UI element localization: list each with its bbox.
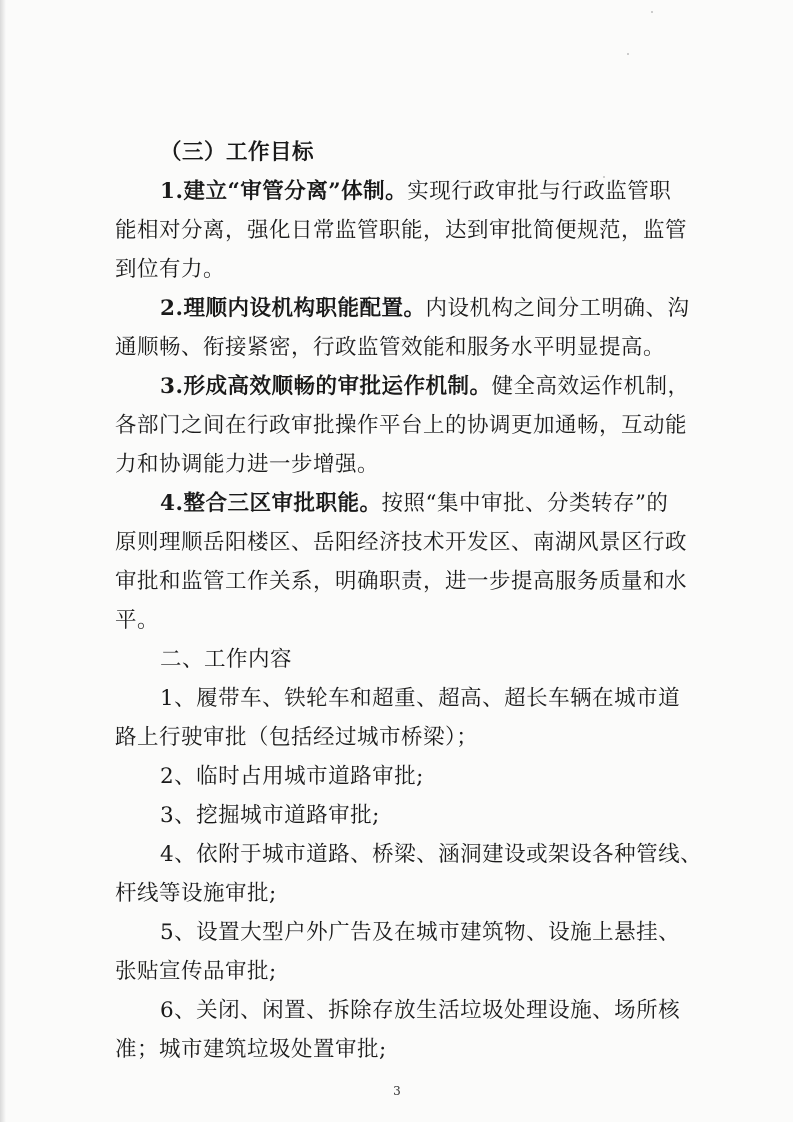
goal-4-line-1: 4.整合三区审批职能。按照“集中审批、分类转存”的 [160, 491, 669, 516]
page-number: 3 [393, 1084, 401, 1098]
item-4-line-1: 4、依附于城市道路、桥梁、涵洞建设或架设各种管线、 [160, 842, 703, 867]
item-1-line-2: 路上行驶审批（包括经过城市桥梁）； [115, 725, 479, 750]
goal-1-line-1: 1.建立“审管分离”体制。实现行政审批与行政监管职 [160, 179, 672, 204]
item-6-line-1: 6、关闭、闲置、拆除存放生活垃圾处理设施、场所核 [160, 998, 681, 1023]
item-5-line-2: 张贴宣传品审批; [115, 959, 277, 984]
item-4-line-2: 杆线等设施审批; [115, 881, 277, 906]
item-5-line-1: 5、设置大型户外广告及在城市建筑物、设施上悬挂、 [160, 920, 681, 945]
goal-2-line-1: 2.理顺内设机构职能配置。内设机构之间分工明确、沟 [160, 296, 690, 321]
goal-2-line-2: 通顺畅、衔接紧密，行政监管效能和服务水平明显提高。 [115, 335, 666, 360]
goal-1-line-2: 能相对分离，强化日常监管职能，达到审批简便规范，监管 [115, 218, 688, 243]
goal-3-line-1: 3.形成高效顺畅的审批运作机制。健全高效运作机制， [160, 374, 690, 399]
goal-4-line-2: 原则理顺岳阳楼区、岳阳经济技术开发区、南湖风景区行政 [115, 530, 688, 555]
goal-4-line-3: 审批和监管工作关系，明确职责，进一步提高服务质量和水 [115, 569, 688, 594]
goal-4-line-4: 平。 [115, 608, 160, 633]
goal-3-line-3: 力和协调能力进一步增强。 [115, 452, 380, 477]
item-2: 2、临时占用城市道路审批; [160, 764, 424, 789]
scan-speck [627, 53, 629, 55]
item-6-line-2: 准；城市建筑垃圾处置审批; [115, 1037, 387, 1062]
goal-4-title: 4.整合三区审批职能。 [160, 491, 382, 516]
goal-1-line-3: 到位有力。 [115, 257, 226, 282]
scan-edge-shadow [0, 0, 6, 1122]
section-heading-content: 二、工作内容 [160, 647, 293, 672]
item-3: 3、挖掘城市道路审批; [160, 803, 380, 828]
goal-2-title: 2.理顺内设机构职能配置。 [160, 296, 426, 321]
section-heading-goals: （三）工作目标 [160, 140, 315, 165]
scan-speck [651, 11, 653, 13]
goal-3-line-2: 各部门之间在行政审批操作平台上的协调更加通畅，互动能 [115, 413, 688, 438]
goal-1-title: 1.建立“审管分离”体制。 [160, 179, 408, 204]
item-1-line-1: 1、履带车、铁轮车和超重、超高、超长车辆在城市道 [160, 686, 681, 711]
goal-3-title: 3.形成高效顺畅的审批运作机制。 [160, 374, 492, 399]
